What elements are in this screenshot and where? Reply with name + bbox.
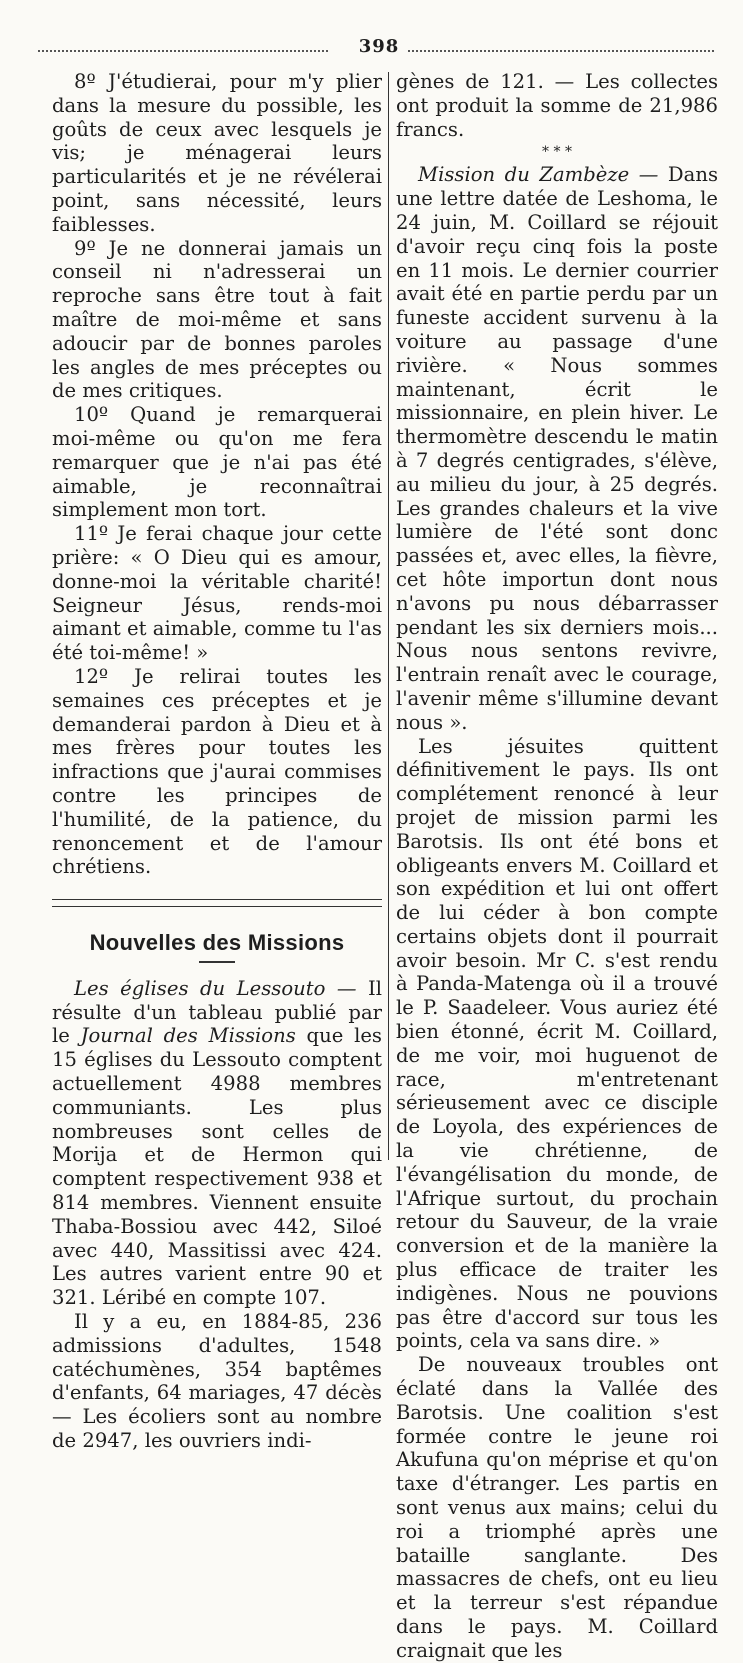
news-troubles: De nouveaux troubles ont éclaté dans la Vallée des Barotsis. Une coalition s'est formée contre le jeune roi Akufuna qu'on méprise et qu'on taxe d'étranger. Les partis en sont venus aux mains; celui du roi a triomphé après une bataille sanglante. Des massacres de chefs, ont eu lieu et la terreur s'est répandue dans le pays. M. Coillard craignait que les	[396, 1353, 718, 1662]
continuation-text: gènes de 121. — Les collectes ont produit la somme de 21,986 francs.	[396, 70, 718, 141]
header-rule-right	[408, 50, 714, 52]
page-number: 398	[358, 36, 400, 57]
news-zambeze	[396, 163, 718, 734]
precept-10: 10º Quand je remarquerai moi-même ou qu'on me fera remarquer que je n'ai pas été aimable, je reconnaîtrai simplement mon tort.	[52, 403, 382, 522]
news-zambeze-lead: Mission du Zambèze —	[418, 163, 659, 187]
left-column	[52, 70, 382, 1453]
news-lessouto-text-b: que les 15 églises du Lessouto comptent actuellement 4988 membres communiants. Les plus nombreuses sont celles de Morija et de Hermon qui comptent respectivement 938 et 814 membres. Viennent ensuite Thaba-Bossiou avec 442, Siloé avec 440, Massitissi avec 424. Les autres varient entre 90 et 321. Léribé en compte 107.	[52, 1024, 382, 1310]
title-underline	[199, 961, 235, 963]
section-title: Nouvelles des Missions	[89, 930, 345, 956]
asterism: * * *	[542, 144, 572, 161]
header-rule-left	[38, 50, 328, 52]
news-statistics: Il y a eu, en 1884-85, 236 admissions d'adultes, 1548 catéchumènes, 354 baptêmes d'enfants, 64 mariages, 47 décès — Les écoliers sont au nombre de 2947, les ouvriers indi-	[52, 1310, 382, 1453]
news-lessouto-lead: Les églises du Lessouto —	[74, 976, 357, 1000]
news-lessouto-journal: Journal des Missions	[80, 1024, 296, 1048]
news-jesuites: Les jésuites quittent définitivement le pays. Ils ont complétement renoncé à leur projet de mission parmi les Barotsis. Ils ont été bons et obligeants envers M. Coillard et son expédition et lui ont offert de lui céder à bon compte certains objets dont il pourrait avoir besoin. Mr C. s'est rendu à Panda-Matenga où il a trouvé le P. Saadeleer. Vous auriez été bien étonné, écrit M. Coillard, de me voir, moi huguenot de race, m'entretenant sérieusement avec ce disciple de Loyola, des expériences de la vie chrétienne, de l'évangélisation du monde, de l'Afrique surtout, du prochain retour du Sauveur, de la vraie conversion et de la manière la plus efficace de traiter les indigènes. Nous ne pouvions pas être d'accord sur tous les points, cela va sans dire. »	[396, 734, 718, 1353]
column-divider	[388, 72, 389, 1160]
news-lessouto	[52, 977, 382, 1310]
precept-12: 12º Je relirai toutes les semaines ces préceptes et je demanderai pardon à Dieu et à mes frères pour toutes les infractions que j'aurai commises contre les principes de l'humilité, de la patience, du renoncement et de l'amour chrétiens.	[52, 664, 382, 879]
news-lessouto-text-a: Il résulte d'un tableau publié par le	[52, 976, 382, 1048]
precept-9: 9º Je ne donnerai jamais un conseil ni n'adresserai un reproche sans être tout à fait maître de moi-même et sans adoucir par de bonnes paroles les angles de mes préceptes ou de mes critiques.	[52, 236, 382, 403]
page-header	[38, 36, 714, 62]
news-zambeze-text: Dans une lettre datée de Leshoma, le 24 juin, M. Coillard se réjouit d'avoir reçu cinq fois la poste en 11 mois. Le dernier courrier avait été en partie perdu par un funeste accident survenu à la voiture au passage d'une rivière. « Nous sommes maintenant, écrit le missionnaire, en plein hiver. Le thermomètre descendu le matin à 7 degrés centigrades, s'élève, au milieu du jour, à 25 degrés. Les grandes chaleurs et la vive lumière de l'été sont donc passées et, avec elles, la fièvre, cet hôte importun dont nous n'avons pu nous débarrasser pendant les six derniers mois... Nous nous sentons revivre, l'entrain renaît avec le courage, l'avenir même s'illumine devant nous ».	[396, 163, 719, 734]
precept-11: 11º Je ferai chaque jour cette prière: « O Dieu qui es amour, donne-moi la véritable charité! Seigneur Jésus, rends-moi aimant et aimable, comme tu l'as été toi-même! »	[52, 522, 382, 665]
right-column	[396, 70, 718, 1663]
section-separator	[52, 899, 382, 907]
precept-8: 8º J'étudierai, pour m'y plier dans la mesure du possible, les goûts de ceux avec lesquels je vis; je ménagerai leurs particularités et je ne révélerai point, sans nécessité, leurs faiblesses.	[52, 70, 382, 236]
